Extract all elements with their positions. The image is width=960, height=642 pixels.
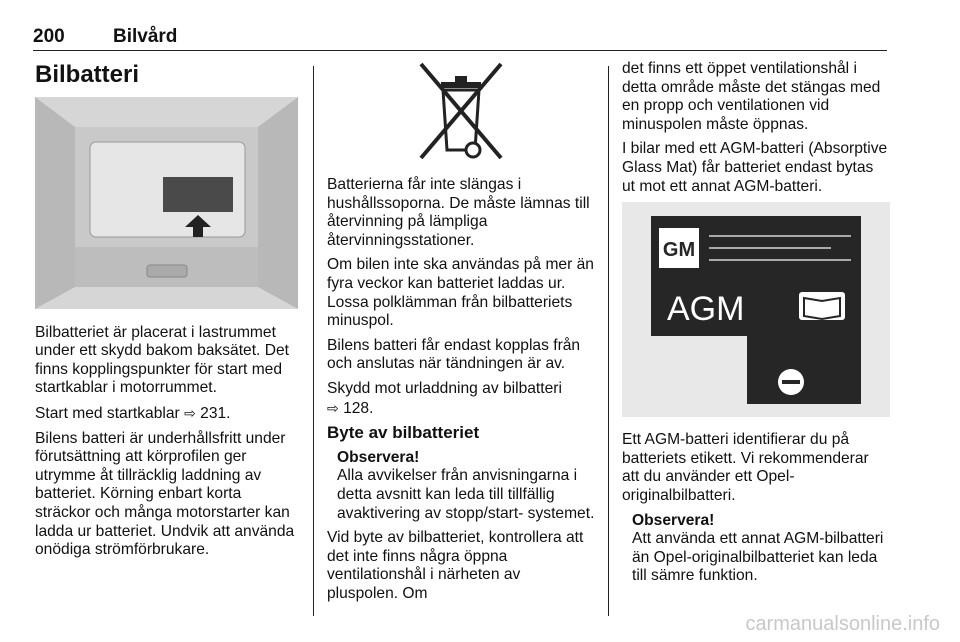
label-brand: GM	[662, 238, 696, 261]
section-heading: Bilbatteri	[35, 61, 140, 88]
watermark: carmanualsonline.info	[745, 613, 940, 635]
page-number: 200	[33, 26, 65, 47]
paragraph-agm-identify: Ett AGM-batteri identifierar du på batteriets etikett. Vi rekommenderar att du använder ett Opel-originalbilbatteri.	[622, 431, 869, 504]
paragraph-jump-start	[35, 404, 300, 424]
column-3	[622, 60, 890, 592]
section-title: Bilvård	[113, 26, 178, 47]
paragraph-disconnect: Bilens batteri får endast kopplas från och anslutas när tändningen är av.	[327, 336, 581, 373]
note-title: Observera!	[632, 511, 715, 529]
agm-battery-label-image	[622, 202, 890, 417]
paragraph-maintenance: Bilens batteri är underhållsfritt under förutsättning att körprofilen ger utrymme åt tillräcklig laddning av batteriet. Körning enbart korta sträckor och många motorstarter kan ladda ur batteriet. Undvik att använda onödiga strömförbrukare.	[35, 429, 295, 559]
paragraph-replacement: Vid byte av bilbatteriet, kontrollera att det inte finns några öppna ventilationshål i närheten av pluspolen. Om	[327, 529, 584, 602]
page-ref-arrow-icon: ⇨	[184, 404, 196, 421]
note-title: Observera!	[337, 448, 420, 466]
note-box	[337, 449, 595, 523]
note-text: Alla avvikelser från anvisningarna i detta avsnitt kan leda till tillfällig avaktivering av stopp/start- systemet.	[337, 467, 595, 522]
paragraph-battery-location: Bilbatteriet är placerat i lastrummet under ett skydd bakom baksätet. Det finns kopplingspunkter för start med startkablar i motorrummet.	[35, 323, 289, 397]
discharge-protection-page-link[interactable]: 128.	[343, 399, 374, 417]
paragraph-storage: Om bilen inte ska användas på mer än fyra veckor kan batteriet laddas ur. Lossa polklämman från bilbatteriets minuspol.	[327, 256, 594, 330]
jump-start-text: Start med startkablar	[35, 404, 185, 422]
trunk-battery-photo	[35, 97, 298, 309]
paragraph-recycling: Batterierna får inte slängas i hushållssoporna. De måste lämnas till återvinning på lämpliga återvinningsstationer.	[327, 176, 590, 249]
subsection-heading: Byte av bilbatteriet	[327, 423, 480, 443]
jump-start-page-link[interactable]: 231.	[200, 404, 231, 422]
paragraph-vent-holes: det finns ett öppet ventilationshål i detta område måste det stängas med en propp och ventilationen vid minuspolen måste öppnas.	[622, 60, 881, 133]
column-2	[327, 60, 595, 609]
header-divider	[33, 50, 887, 51]
discharge-protection-text: Skydd mot urladdning av bilbatteri	[327, 379, 562, 397]
label-agm-text: AGM	[667, 289, 745, 328]
column-divider-2	[608, 66, 609, 616]
note-text: Att använda ett annat AGM-bilbatteri än Opel-originalbilbatteriet kan leda till sämre funktion.	[632, 530, 884, 585]
paragraph-agm-battery: I bilar med ett AGM-batteri (Absorptive Glass Mat) får batteriet endast bytas ut mot ett annat AGM-batteri.	[622, 140, 888, 195]
paragraph-discharge-protection	[327, 380, 595, 418]
column-1	[35, 60, 300, 566]
column-divider-1	[313, 66, 314, 616]
note-box	[632, 512, 890, 586]
crossed-bin-icon	[327, 60, 595, 166]
page-ref-arrow-icon: ⇨	[327, 399, 339, 416]
